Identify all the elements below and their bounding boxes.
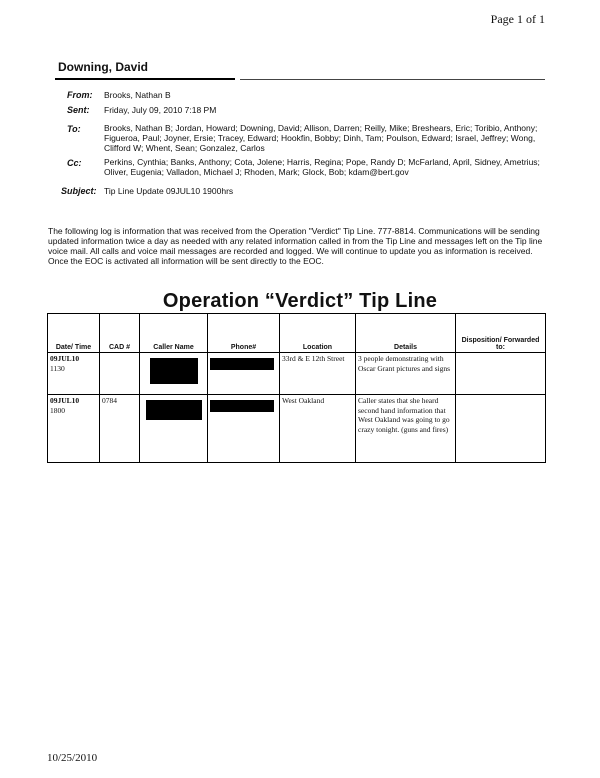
row-date: 09JUL10: [50, 354, 80, 363]
subject-value: Tip Line Update 09JUL10 1900hrs: [104, 186, 234, 196]
from-label: From:: [67, 90, 93, 100]
footer-date: 10/25/2010: [47, 752, 98, 764]
sender-name: Downing, David: [58, 60, 148, 74]
cad-cell: 0784: [100, 395, 140, 463]
subject-label: Subject:: [61, 186, 97, 196]
redaction-bar: [210, 400, 274, 412]
cc-value: Perkins, Cynthia; Banks, Anthony; Cota, Jolene; Harris, Regina; Pope, Randy D; McFarland, April, Sidney, Ametrius; Oliver, Eugenia; Valladon, Michael J; Rhoden, Mark; Glock, Bob; kdam@bert.gov: [104, 157, 540, 177]
location-cell: 33rd & E 12th Street: [280, 353, 356, 395]
sent-label: Sent:: [67, 105, 90, 115]
message-body: The following log is information that was received from the Operation "Verdict" Tip Line. 777-8814. Communications will be sending updated information twice a day as needed with any related information called in from the Tip Line and messages left on the Tip line voice mail. All calls and voice mail messages are recorded and logged. We will continue to update you as information is received. Once the EOC is activated all information will be sent directly to the EOC.: [48, 226, 543, 266]
phone-cell: [208, 395, 280, 463]
col-disposition: Disposition/ Forwarded to:: [456, 314, 546, 353]
col-location: Location: [280, 314, 356, 353]
phone-cell: [208, 353, 280, 395]
to-label: To:: [67, 124, 81, 134]
table-header-row: [48, 314, 546, 353]
disposition-cell: [456, 353, 546, 395]
disposition-cell: [456, 395, 546, 463]
col-cad: CAD #: [100, 314, 140, 353]
location-cell: West Oakland: [280, 395, 356, 463]
col-phone: Phone#: [208, 314, 280, 353]
table-row: [48, 353, 546, 395]
redaction-bar: [146, 400, 202, 420]
details-cell: Caller states that she heard second hand information that West Oakland was going to go crazy tonight. (guns and fires): [356, 395, 456, 463]
caller-name-cell: [140, 395, 208, 463]
details-cell: 3 people demonstrating with Oscar Grant pictures and signs: [356, 353, 456, 395]
header-rule: [55, 78, 235, 80]
redaction-bar: [210, 358, 274, 370]
table-title: Operation “Verdict” Tip Line: [162, 290, 438, 312]
to-value: Brooks, Nathan B; Jordan, Howard; Downing, David; Allison, Darren; Reilly, Mike; Breshears, Eric; Toribio, Anthony; Figueroa, Paul; Joyner, Ersie; Tracey, Edward; Hookfin, Bobby; Dinh, Tam; Poulson, Edward; Israel, Jeffrey; Wong, Clifford W; Whent, Sean; Gonzalez, Carlos: [104, 123, 538, 153]
date-time-cell: [48, 353, 100, 395]
header-rule-thin: [240, 79, 545, 80]
sent-value: Friday, July 09, 2010 7:18 PM: [104, 105, 217, 115]
col-date-time: Date/ Time: [48, 314, 100, 353]
cc-label: Cc:: [67, 158, 82, 168]
caller-name-cell: [140, 353, 208, 395]
table-row: [48, 395, 546, 463]
cad-cell: [100, 353, 140, 395]
col-caller-name: Caller Name: [140, 314, 208, 353]
date-time-cell: [48, 395, 100, 463]
from-value: Brooks, Nathan B: [104, 90, 171, 100]
tip-line-table: [47, 313, 546, 463]
row-time: 1130: [50, 363, 65, 373]
page-number: Page 1 of 1: [490, 12, 545, 26]
row-date: 09JUL10: [50, 396, 80, 405]
row-time: 1800: [50, 405, 65, 415]
col-details: Details: [356, 314, 456, 353]
redaction-bar: [150, 358, 198, 384]
